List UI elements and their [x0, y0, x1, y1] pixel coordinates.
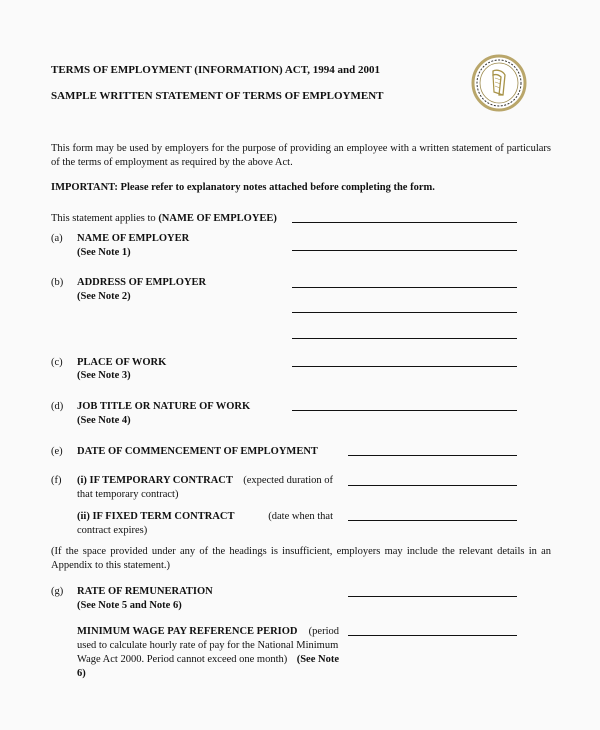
item-a-letter: (a)	[51, 233, 63, 244]
act-title: TERMS OF EMPLOYMENT (INFORMATION) ACT, 1994 and 2001	[51, 64, 380, 76]
min-wage-desc3: Wage Act 2000. Period cannot exceed one month)	[77, 654, 288, 665]
item-c-title: PLACE OF WORK	[77, 357, 167, 368]
item-c-letter: (c)	[51, 357, 63, 368]
employer-address-field-3[interactable]	[292, 338, 517, 339]
fixed-term-desc: (date when that	[268, 511, 333, 522]
commencement-date-field[interactable]	[348, 455, 517, 456]
employer-address-field-1[interactable]	[292, 287, 517, 288]
item-b-letter: (b)	[51, 277, 64, 288]
employee-name-field[interactable]	[292, 222, 517, 223]
min-wage-note-end: 6)	[77, 668, 86, 679]
min-wage-line1	[77, 625, 339, 639]
item-d-note: (See Note 4)	[77, 415, 131, 426]
fixed-term-title: (ii) IF FIXED TERM CONTRACT	[77, 511, 235, 522]
item-b-title: ADDRESS OF EMPLOYER	[77, 277, 207, 288]
intro-text-line2: of the terms of employment as required by the above Act.	[51, 157, 293, 168]
place-of-work-field[interactable]	[292, 366, 517, 367]
remuneration-field[interactable]	[348, 596, 517, 597]
min-wage-title: MINIMUM WAGE PAY REFERENCE PERIOD	[77, 626, 298, 637]
employee-name-label: (NAME OF EMPLOYEE)	[158, 213, 277, 224]
fixed-term-line1	[77, 510, 333, 524]
item-a-note: (See Note 1)	[77, 247, 131, 258]
employer-address-field-2[interactable]	[292, 312, 517, 313]
harp-seal-icon	[470, 54, 528, 112]
item-e-letter: (e)	[51, 446, 63, 457]
min-wage-desc1: (period	[308, 626, 339, 637]
employer-name-field[interactable]	[292, 250, 517, 251]
min-wage-period-field[interactable]	[348, 635, 517, 636]
item-c-note: (See Note 3)	[77, 370, 131, 381]
job-title-field[interactable]	[292, 410, 517, 411]
applies-label	[51, 212, 277, 226]
item-e-title: DATE OF COMMENCEMENT OF EMPLOYMENT	[77, 446, 318, 457]
statement-title: SAMPLE WRITTEN STATEMENT OF TERMS OF EMPLOYMENT	[51, 90, 384, 102]
item-b-note: (See Note 2)	[77, 291, 131, 302]
space-note-line2: Appendix to this statement.)	[51, 560, 170, 571]
min-wage-note: (See Note	[296, 654, 339, 665]
item-d-title: JOB TITLE OR NATURE OF WORK	[77, 401, 251, 412]
item-f-letter: (f)	[51, 475, 62, 486]
item-d-letter: (d)	[51, 401, 64, 412]
intro-text-line1: This form may be used by employers for the purpose of providing an employee with a written statement of particulars	[51, 143, 551, 154]
fixed-term-field[interactable]	[348, 520, 517, 521]
fixed-term-desc2: contract expires)	[77, 525, 148, 536]
min-wage-line3	[77, 653, 339, 667]
important-notice: IMPORTANT: Please refer to explanatory notes attached before completing the form.	[51, 182, 435, 193]
temporary-contract-line1	[77, 474, 333, 488]
space-note-line1: (If the space provided under any of the headings is insufficient, employers may include the relevant details in an	[51, 546, 551, 557]
temporary-contract-title: (i) IF TEMPORARY CONTRACT	[77, 475, 233, 486]
temporary-contract-desc: (expected duration of	[243, 475, 333, 486]
item-a-title: NAME OF EMPLOYER	[77, 233, 190, 244]
item-g-letter: (g)	[51, 586, 64, 597]
min-wage-desc2: used to calculate hourly rate of pay for the National Minimum	[77, 640, 339, 651]
temporary-contract-field[interactable]	[348, 485, 517, 486]
item-g-note: (See Note 5 and Note 6)	[77, 600, 182, 611]
applies-prefix: This statement applies to	[51, 213, 156, 224]
temporary-contract-desc2: that temporary contract)	[77, 489, 179, 500]
item-g-title: RATE OF REMUNERATION	[77, 586, 213, 597]
